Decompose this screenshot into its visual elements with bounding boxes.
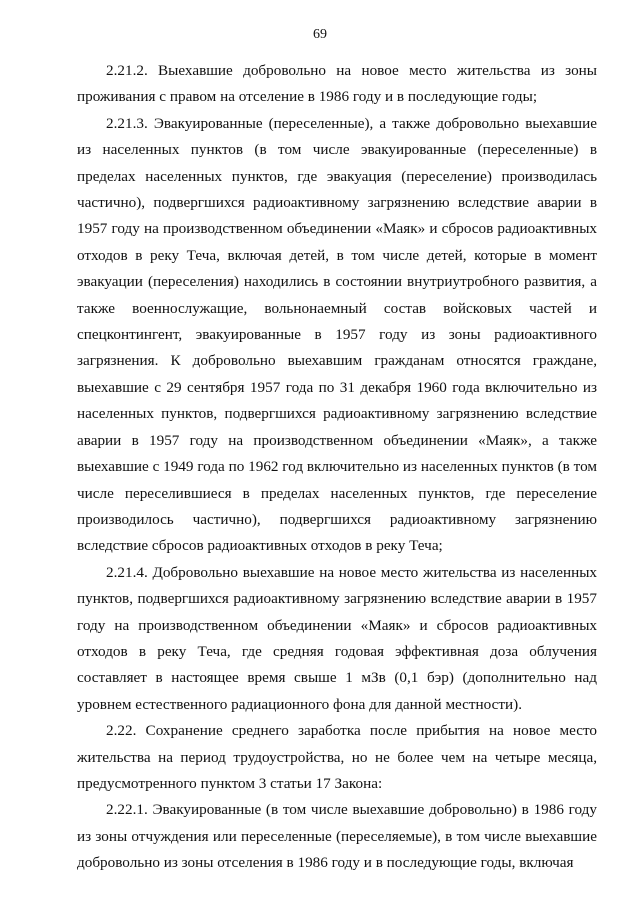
paragraph-2-22: 2.22. Сохранение среднего заработка после прибытия на новое место жительства на период трудоустройства, но не более чем на четыре месяца, предусмотренного пунктом 3 статьи 17 Закона:	[77, 722, 597, 792]
paragraph-2-21-2: 2.21.2. Выехавшие добровольно на новое место жительства из зоны проживания с правом на отселение в 1986 году и в последующие годы;	[77, 62, 597, 106]
page-number: 69	[313, 27, 327, 42]
paragraph-2-21-4: 2.21.4. Добровольно выехавшие на новое место жительства из населенных пунктов, подвергшихся радиоактивному загрязнению вследствие аварии в 1957 году на производственном объединении «Маяк» и сбросов радиоактивных отходов в реку Теча, где средняя годовая эффективная доза облучения составляет в настоящее время свыше 1 мЗв (0,1 бэр) (дополнительно над уровнем естественного радиационного фона для данной местности).	[77, 563, 597, 713]
paragraph-2-21-3: 2.21.3. Эвакуированные (переселенные), а также добровольно выехавшие из населенных пунктов (в том числе эвакуированные (переселенные) в пределах населенных пунктов, где эвакуация (переселение) производилась частично), подвергшихся радиоактивному загрязнению вследствие аварии в 1957 году на производственном объединении «Маяк» и сбросов радиоактивных отходов в реку Теча, включая детей, в том числе детей, которые в момент эвакуации (переселения) находились в состоянии внутриутробного развития, а также военнослужащие, вольнонаемный состав войсковых частей и спецконтингент, эвакуированные в 1957 году из зоны радиоактивного загрязнения. К добровольно выехавшим гражданам относятся граждане, выехавшие с 29 сентября 1957 года по 31 декабря 1960 года включительно из населенных пунктов, подвергшихся радиоактивному загрязнению вследствие аварии в 1957 году на производственном объединении «Маяк», а также выехавшие с 1949 года по 1962 год включительно из населенных пунктов (в том числе переселившиеся в пределах населенных пунктов, где переселение производилось частично), подвергшихся радиоактивному загрязнению вследствие сбросов радиоактивных отходов в реку Теча;	[77, 114, 597, 555]
paragraph-2-22-1: 2.22.1. Эвакуированные (в том числе выехавшие добровольно) в 1986 году из зоны отчуждения или переселенные (переселяемые), в том числе выехавшие добровольно из зоны отселения в 1986 году и в последующие годы, включая	[77, 801, 597, 872]
document-body	[77, 58, 597, 877]
